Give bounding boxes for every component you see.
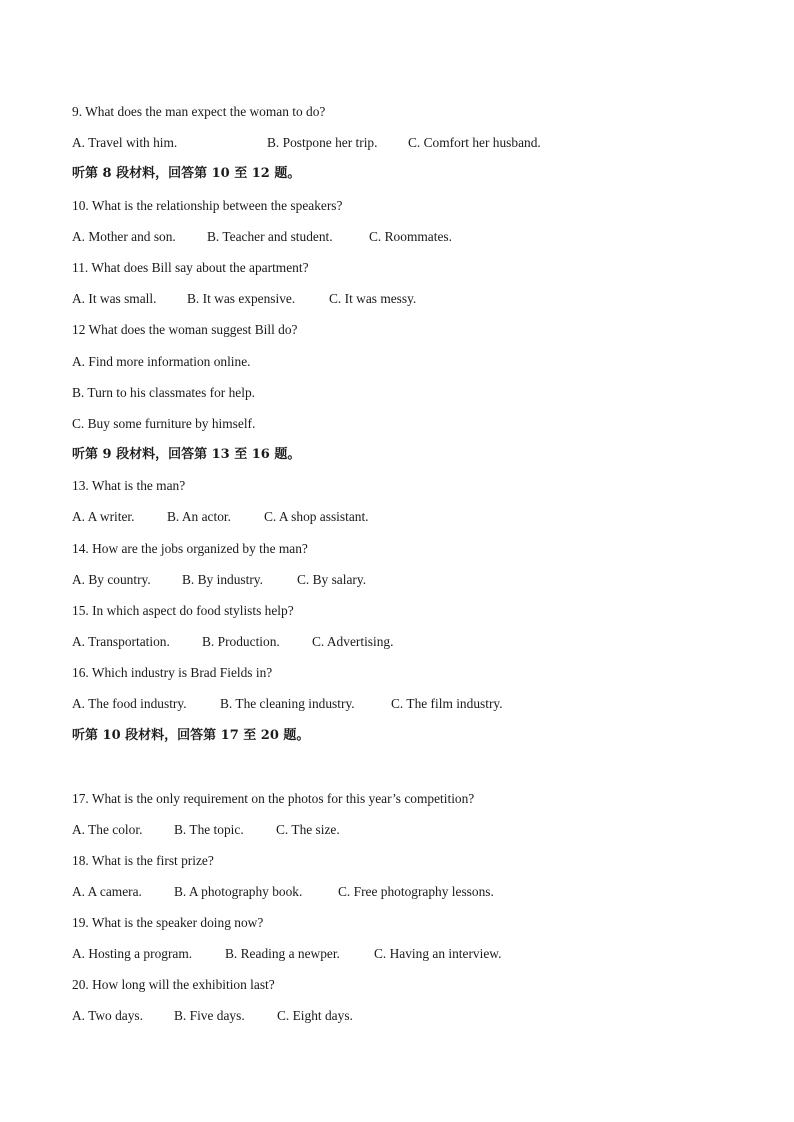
answer-option: A. The color. (72, 822, 143, 837)
question-text: 14. How are the jobs organized by the man? (72, 541, 308, 556)
answer-option: C. Eight days. (277, 1008, 353, 1023)
answer-option: C. Comfort her husband. (408, 135, 541, 150)
answer-option: A. Mother and son. (72, 229, 176, 244)
question-text: 20. How long will the exhibition last? (72, 977, 275, 992)
answer-option: B. The topic. (174, 822, 244, 837)
answer-option: A. The food industry. (72, 696, 187, 711)
section-heading: 听第 9 段材料，回答第 13 至 16 题。 (72, 447, 301, 462)
question-text: 9. What does the man expect the woman to do? (72, 104, 326, 119)
question-text: A. Find more information online. (72, 354, 251, 369)
answer-option: C. A shop assistant. (264, 509, 369, 524)
answer-option: C. Free photography lessons. (338, 884, 494, 899)
question-text: 12 What does the woman suggest Bill do? (72, 322, 298, 337)
question-text: 10. What is the relationship between the speakers? (72, 198, 343, 213)
answer-option: B. By industry. (182, 572, 263, 587)
answer-option: A. Transportation. (72, 634, 170, 649)
answer-option: B. An actor. (167, 509, 231, 524)
section-heading: 听第 10 段材料，回答第 17 至 20 题。 (72, 728, 310, 743)
section-heading: 听第 8 段材料，回答第 10 至 12 题。 (72, 166, 301, 181)
question-text: 17. What is the only requirement on the photos for this year’s competition? (72, 791, 475, 806)
answer-option: C. The size. (276, 822, 340, 837)
question-text: C. Buy some furniture by himself. (72, 416, 256, 431)
question-text: B. Turn to his classmates for help. (72, 385, 256, 400)
answer-option: B. It was expensive. (187, 291, 296, 306)
answer-option: A. By country. (72, 572, 151, 587)
question-text: 11. What does Bill say about the apartment? (72, 260, 309, 275)
answer-option: B. Reading a newper. (225, 946, 340, 961)
question-text: 19. What is the speaker doing now? (72, 915, 264, 930)
answer-option: A. Travel with him. (72, 135, 178, 150)
answer-option: C. Having an interview. (374, 946, 502, 961)
answer-option: B. Five days. (174, 1008, 245, 1023)
question-text: 16. Which industry is Brad Fields in? (72, 665, 273, 680)
answer-option: C. The film industry. (391, 696, 503, 711)
answer-option: A. Hosting a program. (72, 946, 193, 961)
answer-option: B. Production. (202, 634, 280, 649)
answer-option: A. Two days. (72, 1008, 143, 1023)
answer-option: C. It was messy. (329, 291, 417, 306)
question-text: 18. What is the first prize? (72, 853, 214, 868)
question-text: 15. In which aspect do food stylists help? (72, 603, 294, 618)
question-text: 13. What is the man? (72, 478, 186, 493)
answer-option: A. A camera. (72, 884, 142, 899)
answer-option: A. It was small. (72, 291, 157, 306)
answer-option: C. Roommates. (369, 229, 452, 244)
answer-option: B. Postpone her trip. (267, 135, 378, 150)
answer-option: B. Teacher and student. (207, 229, 333, 244)
answer-option: C. Advertising. (312, 634, 394, 649)
answer-option: A. A writer. (72, 509, 135, 524)
answer-option: C. By salary. (297, 572, 367, 587)
answer-option: B. The cleaning industry. (220, 696, 355, 711)
answer-option: B. A photography book. (174, 884, 303, 899)
